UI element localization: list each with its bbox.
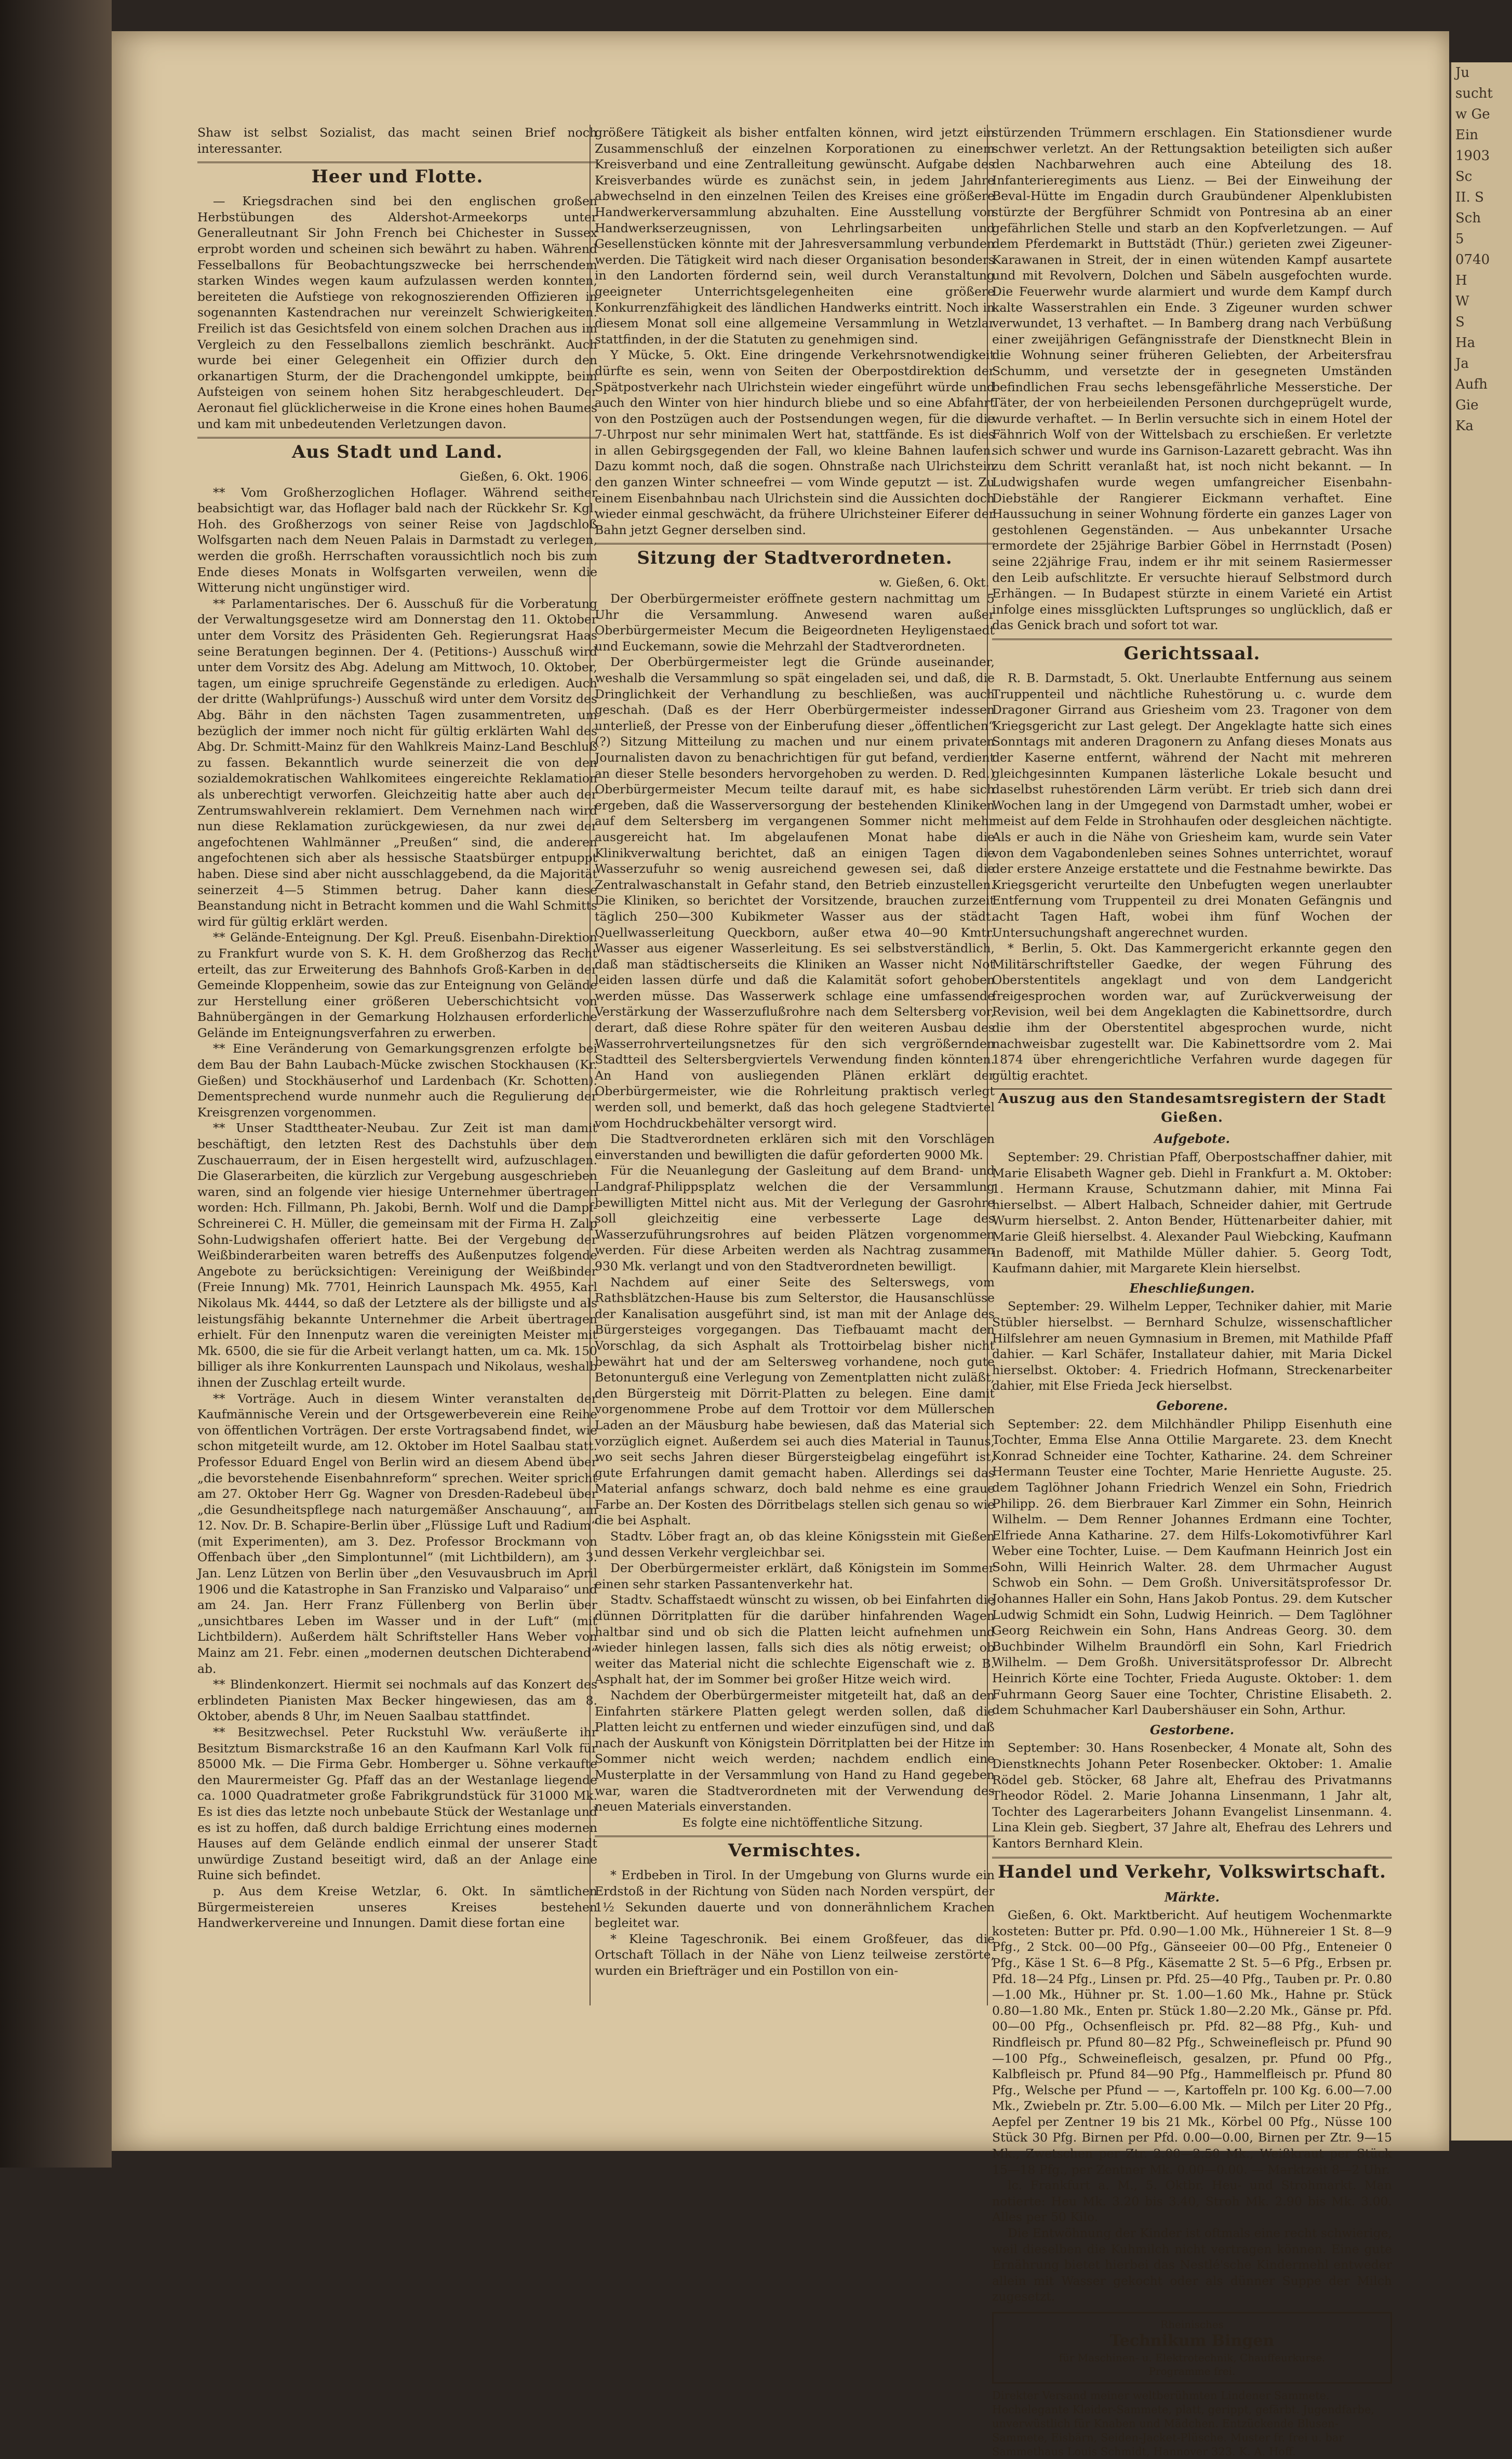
- section-heading-handel: Handel und Verkehr, Volkswirtschaft.: [992, 1857, 1392, 1885]
- fragment: Ju: [1455, 65, 1470, 81]
- article-paragraph: Die Stadtverordneten erklären sich mit den Vorschlägen einverstanden und bewilligten die dafür geforderten 9000 Mk.: [595, 1132, 995, 1162]
- register-paragraph: September: 30. Hans Rosenbecker, 4 Monate alt, Sohn des Dienstknechts Johann Peter Rosenbecker. Oktober: 1. Amalie Rödel geb. Stöcker, 68 Jahre alt, Ehefrau des Privatmanns Theodor Rödel. 2. Marie Johanna Linsenmann, 1 Jahr alt, Tochter des Lagerarbeiters Johann Evangelist Linsenmann. 4. Lina Klein geb. Siegbert, 37 Jahre alt, Ehefrau des Lehrers und Kantors Bernhard Klein.: [992, 1740, 1392, 1851]
- article-paragraph: Der Oberbürgermeister legt die Gründe auseinander, weshalb die Versammlung so spät eingeladen sei, und daß, die Dringlichkeit der Verhandlung zu beschließen, was auch geschah. (Daß es der Herr Oberbürgermeister indessen unterließ, der Presse von der Einberufung dieser „öffentlichen“ (?) Sitzung Mitteilung zu machen und nur einem privaten Journalisten davon zu benachrichtigen für gut befand, verdient an dieser Stelle besonders hervorgehoben zu werden. D. Red.) Oberbürgermeister Mecum teilte darauf mit, es habe sich ergeben, daß die Wasserversorgung der bestehenden Kliniken auf dem Seltersberg im vergangenen Sommer nicht mehr ausgereicht hat. Im abgelaufenen Monat habe die Klinikverwaltung berichtet, daß an einigen Tagen die Wasserzufuhr so wenig ausreichend gewesen sei, daß die Zentralwaschanstalt in Gefahr stand, den Betrieb einzustellen. Die Kliniken, so berichtet der Vorsitzende, brauchen zurzeit täglich 250—300 Kubikmeter Wasser aus der städt. Quellwasserleitung Queckborn, außer etwa 40—90 Kmtr. Wasser aus eigener Wasserleitung. Es sei selbstverständlich, daß man städtischerseits die Kliniken an Wasser nicht Not leiden lassen dürfe und daß die Kalamität sofort gehoben werden müsse. Das Wasserwerk schlage eine umfassende Verstärkung der Wasserzuflußrohre nach dem Seltersberg vor, derart, daß diese Rohre später für den weiteren Ausbau des Wasserrohrverteilungsnetzes für den sich vergrößernden Stadtteil des Seltersbergviertels Verwendung finden könnten. An Hand von ausliegenden Plänen erklärt der Oberbürgermeister, wie die Rohrleitung praktisch verlegt werden soll, und bemerkt, daß das hoch gelegene Stadtviertel vom Hochdruckbehälter versorgt wird.: [595, 655, 995, 1131]
- article-paragraph: p. Aus dem Kreise Wetzlar, 6. Okt. In sämtlichen Bürgermeistereien unseres Kreises bestehen Handwerkervereine und Innungen. Damit diese fortan eine: [197, 1883, 597, 1931]
- article-paragraph: Der Oberbürgermeister eröffnete gestern nachmittag um 5 Uhr die Versammlung. Anwesend waren außer Oberbürgermeister Mecum die Beigeordneten Heyligenstaedt und Euckemann, sowie die Mehrzahl der Stadtverordneten.: [595, 591, 995, 654]
- ad-line: für Maschinen- u. Elektrotechnik, Chauffeurkurse.: [1059, 2351, 1326, 2364]
- register-paragraph: September: 22. dem Milchhändler Philipp Eisenhuth eine Tochter, Emma Else Anna Ottilie Margarete. 23. dem Knecht Konrad Schneider eine Tochter, Katharine. 24. dem Schreiner Hermann Teuster eine Tochter, Marie Henriette Auguste. 25. dem Taglöhner Johann Friedrich Wenzel ein Sohn, Friedrich Philipp. 26. dem Bierbrauer Karl Zimmer ein Sohn, Heinrich Wilhelm. — Dem Renner Johannes Erdmann eine Tochter, Elfriede Anna Katharine. 27. dem Hilfs-Lokomotivführer Karl Weber eine Tochter, Luise. — Dem Kaufmann Heinrich Jost ein Sohn, Willi Heinrich Walter. 28. dem Uhrmacher August Schwob ein Sohn. — Dem Großh. Universitätsprofessor Dr. Johannes Haller ein Sohn, Hans Jakob Pontus. 29. dem Kutscher Ludwig Schmidt ein Sohn, Ludwig Heinrich. — Dem Taglöhner Georg Reichwein ein Sohn, Hans Andreas Georg. 30. dem Buchbinder Wilhelm Braundörfl ein Sohn, Karl Friedrich Wilhelm. — Dem Großh. Universitätsprofessor Dr. Albrecht Heinrich Körte eine Tochter, Frieda Auguste. Oktober: 1. dem Fuhrmann Georg Sauer eine Tochter, Christine Elisabeth. 2. dem Schuhmacher Karl Daubershäuser ein Sohn, Arthur.: [992, 1416, 1392, 1718]
- article-paragraph: Gießen, 6. Okt. Marktbericht. Auf heutigem Wochenmarkte kosteten: Butter pr. Pfd. 0.90—1.00 Mk., Hühnereier 1 St. 8—9 Pfg., 2 Stck. 00—00 Pfg., Gänseeier 00—00 Pfg., Enteneier 0 Pfg., Käse 1 St. 6—8 Pfg., Käsematte 2 St. 5—6 Pfg., Erbsen pr. Pfd. 18—24 Pfg., Linsen pr. Pfd. 25—40 Pfg., Tauben pr. Pr. 0.80—1.00 Mk., Hühner pr. St. 1.00—1.60 Mk., Hahne pr. Stück 0.80—1.80 Mk., Enten pr. Stück 1.80—2.20 Mk., Gänse pr. Pfd. 00—00 Pfg., Ochsenfleisch pr. Pfd. 82—88 Pfg., Kuh- und Rindfleisch pr. Pfund 80—82 Pfg., Schweinefleisch pr. Pfund 90—100 Pfg., Schweinefleisch, gesalzen, pr. Pfund 00 Pfg., Kalbfleisch pr. Pfund 84—90 Pfg., Hammelfleisch pr. Pfund 80 Pfg., Welsche per Pfund — —, Kartoffeln pr. 100 Kg. 6.00—7.00 Mk., Zwiebeln pr. Ztr. 5.00—6.00 Mk. — Milch per Liter 20 Pfg., Aepfel per Zentner 19 bis 21 Mk., Körbel 00 Pfg., Nüsse 100 Stück 30 Pfg. Birnen per Pfd. 0.00—0.00, Birnen per Ztr. 9—15 Mk., Zwetschen per Ztr. 2.00—2.50 Mk., Weißkraut per Stück 15—18 Pfg., per Zentner Mk. 0.00—0.00. — Marktzeit 8—2 Uhr.: [992, 1908, 1392, 2177]
- article-paragraph: * Erdbeben in Tirol. In der Umgebung von Glurns wurde ein Erdstoß in der Richtung von Süden nach Norden verspürt, der 1½ Sekunden dauerte und von donnerähnlichem Krachen begleitet war.: [595, 1868, 995, 1931]
- article-paragraph: stürzenden Trümmern erschlagen. Ein Stationsdiener wurde schwer verletzt. An der Rettungsaktion beteiligten sich außer den Nachbarwehren auch eine Abteilung des 18. Infanterieregiments aus Lienz. — Bei der Einweihung der Beval-Hütte im Engadin durch Graubündener Alpenklubisten stürzte der Bergführer Schmidt von Pontresina ab an einer gefährlichen Stelle und starb an den Kopfverletzungen. — Auf dem Pferdemarkt in Buttstädt (Thür.) gerieten zwei Zigeuner-Karawanen in Streit, der in einen wütenden Kampf ausartete und mit Revolvern, Dolchen und Säbeln ausgefochten wurde. Die Feuerwehr wurde alarmiert und wurde dem Kampf durch kalte Wasserstrahlen ein Ende. 3 Zigeuner wurden schwer verwundet, 13 verhaftet. — In Bamberg drang nach Verbüßung einer zweijährigen Gefängnisstrafe der Dienstknecht Blein in die Wohnung seiner früheren Geliebten, der Arbeitersfrau Schumm, und versetzte der in gesegneten Umständen befindlichen Frau sechs lebensgefährliche Messerstiche. Der Täter, der von herbeieilenden Personen durchgeprügelt wurde, wurde verhaftet. — In Berlin versuchte sich in einem Hotel der Fähnrich Wolf von der Wittelsbach zu erschießen. Er verletzte sich schwer und wurde ins Garnison-Lazarett gebracht. Was ihn zu dem Schritt veranlaßt hat, ist noch nicht bekannt. — In Ludwigshafen wurde wegen umfangreicher Eisenbahn-Diebstähle der Rangierer Eickmann verhaftet. Eine Haussuchung in seiner Wohnung förderte ein ganzes Lager von gestohlenen Gegenständen. — Aus unbekannter Ursache ermordete der 25jährige Barbier Göbel in Herrnstadt (Posen) seine 22jährige Frau, indem er ihr mit seinem Rasiermesser den Leib aufschlitzte. Er versuchte hierauf Selbstmord durch Erhängen. — In Budapest stürzte in einem Varieté ein Artist infolge eines missglückten Luftsprunges so unglücklich, daß er das Genick brach und sofort tot war.: [992, 125, 1392, 633]
- article-paragraph: * Kleine Tageschronik. Bei einem Großfeuer, das die Ortschaft Töllach in der Nähe von Lienz teilweise zerstörte, wurden ein Briefträger und ein Postillon von ein-: [595, 1931, 995, 1978]
- article-paragraph: lc. Frankfurt a. M., 5. Oktbr. Heu- und Strohmarkt. Man notierte: Heu Mk. 3.20 bis 3.40, Stroh Mk. 2.90 bis Mk. 3.00. Alles per 50 Kilo.: [992, 2178, 1392, 2225]
- fragment: Ein: [1455, 127, 1479, 143]
- subheading: Geborene.: [1156, 1398, 1228, 1413]
- fragment: Sc: [1455, 169, 1473, 184]
- intro-paragraph: Shaw ist selbst Sozialist, das macht seinen Brief noch interessanter.: [197, 125, 597, 156]
- fragment: 0740: [1455, 252, 1490, 268]
- article-paragraph: ** Vorträge. Auch in diesem Winter veranstalten der Kaufmännische Verein und der Ortsgewerbeverein eine Reihe von öffentlichen Vorträgen. Der erste Vortragsabend findet, wie schon mitgeteilt wurde, am 12. Oktober im Hotel Saalbau statt. Professor Eduard Engel von Berlin wird an diesem Abend über „die bevorstehende Eisenbahnreform“ sprechen. Weiter spricht am 27. Oktober Herr Gg. Wagner von Dresden-Radebeul über „die Gesundheitspflege nach naturgemäßer Anschauung“, am 12. Nov. Dr. B. Schapire-Berlin über „Flüssige Luft und Radium“ (mit Experimenten), am 3. Dez. Professor Brockmann von Offenbach über „den Simplontunnel“ (mit Lichtbildern), am 3. Jan. Lenz Lützen von Berlin über „den Vesuvausbruch im April 1906 und die Katastrophe in San Franzisko und Valparaiso“ und am 24. Jan. Herr Franz Füllenberg von Berlin über „unsichtbares Leben im Wasser und in der Luft“ (mit Lichtbildern). Außerdem hält Schriftsteller Hans Weber von Mainz am 21. Febr. einen „modernen deutschen Dichterabend“ ab.: [197, 1391, 597, 1676]
- dateline: Gießen, 6. Okt. 1906.: [460, 469, 592, 484]
- article-paragraph: ** Parlamentarisches. Der 6. Ausschuß für die Vorberatung der Verwaltungsgesetze wird am Donnerstag den 11. Oktober unter dem Vorsitz des Präsidenten Geh. Regierungsrat Haas seine Beratungen beginnen. Der 4. (Petitions-) Ausschuß wird unter dem Vorsitz des Abg. Adelung am Mittwoch, 10. Oktober, tagen, um einige spruchreife Gegenstände zu erledigen. Auch der dritte (Wahlprüfungs-) Ausschuß wird unter dem Vorsitz des Abg. Bähr in den nächsten Tagen zusammentreten, um bezüglich der immer noch nicht für gültig erklärten Wahl des Abg. Dr. Schmitt-Mainz für den Wahlkreis Mainz-Land Beschluß zu fassen. Bekanntlich wurde seinerzeit die von den sozialdemokratischen Wahlkomitees eingereichte Reklamation als unberechtigt verworfen. Gleichzeitig hatte aber auch der Zentrumswahlverein reklamiert. Dem Vernehmen nach wird nun diese Reklamation zurückgewiesen, da nur zwei der angefochtenen Wahlmänner „Preußen“ sind, die anderen angefochtenen sich aber als hessische Staatsbürger entpuppt haben. Diese sind aber nicht ausschlaggebend, da die Majorität seinerzeit 4—5 Stimmen betrug. Daher kann diese Beanstandung nicht in Betracht kommen und die Wahl Schmitts wird für gültig erklärt werden.: [197, 596, 597, 929]
- article-paragraph: * Berlin, 5. Okt. Das Kammergericht erkannte gegen den Militärschriftsteller Gaedke, der wegen Führung des Oberstentitels angeklagt und von dem Landgericht freigesprochen worden war, auf Zurückverweisung der Revision, weil bei dem Angeklagten die Kabinettsordre, durch die ihm der Oberstentitel abgesprochen wurde, nicht nachweisbar zugestellt war. Die Kabinettsordre vom 2. Mai 1874 über ehrengerichtliche Verfahren wurde dagegen für gültig erachtet.: [992, 941, 1392, 1083]
- fragment: Ka: [1455, 418, 1474, 434]
- article-paragraph: ** Unser Stadttheater-Neubau. Zur Zeit ist man damit beschäftigt, den letzten Rest des Dachstuhls über dem Zuschauerraum, der in Eisen hergestellt wird, aufzuschlagen. Die Glaserarbeiten, die kürzlich zur Vergebung ausgeschrieben waren, sind an folgende vier hiesige Unternehmer übertragen worden: Hch. Fillmann, Ph. Jakobi, Bernh. Wolf und die Dampf-Schreinerei C. H. Müller, die gemeinsam mit der Firma H. Zalp Sohn-Ludwigshafen offeriert hatte. Bei der Vergebung der Weißbinderarbeiten waren betreffs des Außenputzes folgende Angebote zu berücksichtigen: Vereinigung der Weißbinder (Freie Innung) Mk. 7701, Heinrich Launspach Mk. 4955, Karl Nikolaus Mk. 4444, so daß der Letztere als der billigste und als leistungsfähig bekannte Unternehmer die Arbeit übertragen erhielt. Für den Innenputz waren die vereinigten Meister mit Mk. 6500, die sie für die Arbeit verlangt hatten, um ca. Mk. 150 billiger als ihre Konkurrenten Launspach und Nikolaus, weshalb ihnen der Zuschlag erteilt wurde.: [197, 1121, 597, 1390]
- fragment: W: [1455, 294, 1469, 309]
- article-paragraph: ** Vom Großherzoglichen Hoflager. Während seither beabsichtigt war, das Hoflager bald nach der Rückkehr Sr. Kgl. Hoh. des Großherzogs von seiner Reise von Jagdschloß Wolfsgarten nach dem Neuen Palais in Darmstadt zu verlegen, werden die großh. Herrschaften voraussichtlich noch bis zum Ende dieses Monats in Wolfsgarten verweilen, wenn die Witterung nicht ungünstiger wird.: [197, 485, 597, 595]
- column-1: [197, 125, 597, 2099]
- article-paragraph: Es folgte eine nichtöffentliche Sitzung.: [682, 1815, 923, 1830]
- advertisement-technikum: [992, 2312, 1392, 2384]
- fragment: H: [1455, 273, 1467, 288]
- fragment: Sch: [1455, 210, 1481, 226]
- fragment: Ha: [1455, 335, 1476, 351]
- fragment: II. S: [1455, 190, 1484, 205]
- fragment: 1903: [1455, 148, 1490, 164]
- section-heading-stadt: Aus Stadt und Land.: [197, 437, 597, 466]
- fragment: 5: [1455, 231, 1464, 247]
- column-3: [992, 125, 1392, 2458]
- register-paragraph: September: 29. Wilhelm Lepper, Techniker dahier, mit Marie Stübler hierselbst. — Bernhard Schulze, wissenschaftlicher Hilfslehrer am neuen Gymnasium in Bremen, mit Mathilde Pfaff dahier. — Karl Schäfer, Installateur dahier, mit Maria Dickel hierselbst. Oktober: 4. Friedrich Hofmann, Streckenarbeiter dahier, mit Else Frieda Jeck hierselbst.: [992, 1299, 1392, 1393]
- article-paragraph: Stadtv. Löber fragt an, ob das kleine Königsstein mit Gießen und dessen Verkehr vergleichbar sei.: [595, 1529, 995, 1560]
- article-paragraph: größere Tätigkeit als bisher entfalten können, wird jetzt ein Zusammenschluß der einzelnen Korporationen zu einem Kreisverband und eine Zentralleitung gewünscht. Aufgabe des Kreisverbandes würde es zunächst sein, in jedem Jahre abwechselnd in den einzelnen Teilen des Kreises eine größere Handwerkerversammlung abzuhalten. Eine Ausstellung von Handwerkserzeugnissen, von Lehrlingsarbeiten und Gesellenstücken könnte mit der Jahresversammlung verbunden werden. Die Tätigkeit wird nach dieser Organisation besonders in den Landorten fördernd sein, weil durch Veranstaltung geeigneter Unterrichtsgelegenheiten eine größere Konkurrenzfähigkeit des ländlichen Handwerks eintritt. Noch in diesem Monat soll eine allgemeine Versammlung in Wetzlar stattfinden, in der die Statuten zu genehmigen sind.: [595, 125, 995, 347]
- subheading: Märkte.: [1164, 1889, 1220, 1905]
- subheading: Aufgebote.: [1154, 1131, 1230, 1147]
- dateline: w. Gießen, 6. Okt.: [879, 575, 989, 590]
- section-heading-sitzung: Sitzung der Stadtverordneten.: [595, 543, 995, 571]
- subheading: Gestorbene.: [1149, 1722, 1235, 1737]
- fragment: Ja: [1455, 356, 1469, 371]
- book-binding-edge: [0, 0, 112, 2168]
- section-heading-vermischtes: Vermischtes.: [595, 1836, 995, 1864]
- article-paragraph: ** Besitzwechsel. Peter Ruckstuhl Ww. veräußerte ihr Besitztum Bismarckstraße 16 an den Kaufmann Karl Volk für 85000 Mk. — Die Firma Gebr. Homberger u. Söhne verkaufte den Maurermeister Gg. Pfaff das an der Westanlage liegende ca. 1000 Quadratmeter große Fabrikgrundstück für 31000 Mk. Es ist dies das letzte noch unbebaute Stück der Westanlage und es ist zu hoffen, daß durch baldige Errichtung eines modernen Hauses auf dem Gelände endlich einmal der unserer Stadt unwürdige Zustand beseitigt wird, daß an der Anlage eine Ruine sich befindet.: [197, 1725, 597, 1883]
- fragment: Aufh: [1455, 377, 1488, 392]
- article-paragraph: Der Oberbürgermeister erklärt, daß Königstein im Sommer einen sehr starken Passantenverkehr hat.: [595, 1561, 995, 1591]
- article-paragraph: Stadtv. Schaffstaedt wünscht zu wissen, ob bei Einfahrten die dünnen Dörritplatten für die darüber hinfahrenden Wagen haltbar sind und ob sich die Platten leicht aufnehmen und wieder hinlegen lassen, falls sich dies als nötig erweist; ob weiter das Material nicht die schlechte Eigenschaft wie z. B. Asphalt hat, der im Sommer bei großer Hitze weich wird.: [595, 1592, 995, 1687]
- article-paragraph: Y Mücke, 5. Okt. Eine dringende Verkehrsnotwendigkeit dürfte es sein, wenn von Seiten der Oberpostdirektion der Spätpostverkehr nach Ulrichstein wieder eingeführt würde und auch den Winter von hier hindurch bliebe und so eine Abfahrt von den Postzügen auch der Postsendungen wegen, für die die 7-Uhrpost nur sehr minimalen Wert hat, stattfände. Es ist dies in allen Gebirgsgegenden der Fall, wo kleine Bahnen laufen. Dazu kommt noch, daß die sogen. Ohnstraße nach Ulrichstein den ganzen Winter schneefrei — vom Winde geputzt — ist. Zu einem Eisenbahnbau nach Ulrichstein sind die Aussichten doch wieder einmal geschwächt, da frühere Ulrichsteiner Eiferer der Bahn jetzt Gegner derselben sind.: [595, 348, 995, 537]
- article-paragraph: ** Eine Veränderung von Gemarkungsgrenzen erfolgte bei dem Bau der Bahn Laubach-Mücke zwischen Stockhausen (Kr. Gießen) und Stockhäuserhof und Lardenbach (Kr. Schotten). Dementsprechend wurde nunmehr auch die Regulierung der Kreisgrenzen vorgenommen.: [197, 1041, 597, 1120]
- column-2: [595, 125, 995, 2099]
- article-paragraph: Nachdem auf einer Seite des Selterswegs, vom Rathsblätzchen-Hause bis zum Selterstor, die Hausanschlüsse der Kanalisation ausgeführt sind, ist man mit der Anlage des Bürgersteiges vorgegangen. Das Tiefbauamt macht den Vorschlag, da sich Asphalt als Trottoirbelag bisher nicht bewährt hat und der am Seltersweg vorhandene, noch gute Betonunterguß eine Verlegung von Zementplatten nicht zuläßt, den Bürgersteig mit Dörrit-Platten zu belegen. Eine damit vorgenommene Probe auf dem Trottoir vor dem Müllerschen Laden an der Mäusburg habe bewiesen, daß das Material sich vorzüglich eignet. Außerdem sei auch dies Material in Taunus, wo seit sechs Jahren dieser Bürgersteigbelag eingeführt ist, gute Erfahrungen damit gemacht haben. Allerdings sei das Material anfangs schwarz, doch bald nehme es eine graue Farbe an. Der Kosten des Dörritbelags stellen sich genau so wie die bei Asphalt.: [595, 1274, 995, 1528]
- section-heading-heer: Heer und Flotte.: [197, 162, 597, 190]
- fragment: Gie: [1455, 397, 1479, 413]
- ad-title: Technikum Bingen: [1109, 2332, 1275, 2350]
- subheading: Eheschließungen.: [1129, 1280, 1255, 1296]
- fragment: w Ge: [1455, 107, 1490, 122]
- fragment: sucht: [1455, 86, 1493, 101]
- article-paragraph: Nachdem der Oberbürgermeister mitgeteilt hat, daß an den Einfahrten stärkere Platten gelegt werden sollen, daß die Platten leicht zu entfernen und wieder einzufügen sind, und daß nach der Auskunft von Königstein Dörritplatten bei der Hitze im Sommer nicht weich werden; nachdem endlich eine Musterplatte in der Versammlung von Hand zu Hand gegeben war, waren die Stadtverordneten mit der Verwendung des neuen Materials einverstanden.: [595, 1688, 995, 1814]
- article-paragraph: R. B. Darmstadt, 5. Okt. Unerlaubte Entfernung aus seinem Truppenteil und nächtliche Ruhestörung u. c. wurde dem Dragoner Girrand aus Griesheim vom 23. Tragoner von dem Kriegsgericht zur Last gelegt. Der Angeklagte hatte sich eines Sonntags mit anderen Dragonern zu Anfang dieses Monats aus der Kaserne entfernt, während der Nacht mit mehreren gleichgesinnten Kumpanen lästerliche Lokale besucht und daselbst ruhestörenden Lärm verübt. Er trieb sich dann drei Wochen lang in der Umgegend von Darmstadt umher, wobei er meist auf dem Felde in Strohhaufen oder desgleichen nächtigte. Als er auch in die Nähe von Griesheim kam, wurde sein Vater von dem Vagabondenleben seines Sohnes unterrichtet, worauf der erstere Anzeige erstattete und die Festnahme bewirkte. Das Kriegsgericht verurteilte den Unbefugten wegen unerlaubter Entfernung vom Truppenteil zu drei Monaten Gefängnis und acht Tagen Haft, wobei ihm fünf Wochen der Untersuchungshaft angerechnet wurden.: [992, 671, 1392, 940]
- article-paragraph: — Kriegsdrachen sind bei den englischen großen Herbstübungen des Aldershot-Armeekorps unter Generalleutnant Sir John French bei Chichester in Sussex erprobt worden und scheinen sich bewährt zu haben. Während Fesselballons für Beobachtungszwecke bei herrschendem starken Windes wegen kaum aufzulassen werden konnten, bereiteten die Aufstiege von rekognoszierenden Offizieren in sogenannten Kastendrachen nur vereinzelt Schwierigkeiten. Freilich ist das Gesichtsfeld von einem solchen Drachen aus im Vergleich zu den Fesselballons ziemlich beschränkt. Auch wurde bei einer Gelegenheit ein Offizier durch den orkanartigen Sturm, der die Drachengondel umkippte, beim Aufsteigen von seinem hohen Sitz herabgeschleudert. Der Aeronaut fiel glücklicherweise in die Krone eines hohen Baumes und kam mit unbedeutenden Verletzungen davon.: [197, 194, 597, 431]
- register-paragraph: September: 29. Christian Pfaff, Oberpostschaffner dahier, mit Marie Elisabeth Wagner geb. Diehl in Frankfurt a. M. Oktober: 1. Hermann Krause, Schutzmann dahier, mit Minna Fai hierselbst. — Albert Halbach, Schneider dahier, mit Gertrude Wurm hierselbst. 2. Anton Bender, Hüttenarbeiter dahier, mit Marie Gleiß hierselbst. 4. Alexander Paul Wiebcking, Kaufmann in Badenoff, mit Mathilde Müller dahier. 5. Georg Todt, Kaufmann dahier, mit Margarete Klein hierselbst.: [992, 1150, 1392, 1276]
- section-heading-gericht: Gerichtssaal.: [992, 639, 1392, 667]
- article-paragraph: ** Gelände-Enteignung. Der Kgl. Preuß. Eisenbahn-Direktion zu Frankfurt wurde von S. K. H. dem Großherzog das Recht erteilt, das zur Erweiterung des Bahnhofs Groß-Karben in der Gemeinde Kloppenheim, sowie das zur Enteignung von Gelände zur Herstellung einer größeren Ueberschichtsicht von Bahnübergängen in der Gemarkung Holzhausen erforderliche Gelände im Enteignungsverfahren zu erwerben.: [197, 930, 597, 1040]
- ad-line: Rheinisches: [1160, 2318, 1224, 2331]
- article-paragraph: Die Entwöhnung der Kinder ist oftmals eine recht schwierige, weil dieselben die Kuhmilch nicht vertragen können. Eine gute Ernährung bietet hierbei das Nestlé'sche Kindermehl entweder allein mit Wasser gekocht oder als dünner Suppe der Milch zugesetzt.: [992, 2226, 1392, 2304]
- ad-line: Programme frei.: [1148, 2365, 1236, 2377]
- section-heading-standesamt: Auszug aus den Standesamtsregistern der Stadt Gießen.: [992, 1088, 1392, 1127]
- adjacent-page-edge: [1449, 62, 1512, 2141]
- article-paragraph: ** Blindenkonzert. Hiermit sei nochmals auf das Konzert des erblindeten Pianisten Max Becker hingewiesen, das am 8. Oktober, abends 8 Uhr, im Neuen Saalbau stattfindet.: [197, 1677, 597, 1724]
- advertisement-sammet: Direkter Versand meiner weltberühmten Lindener Sammete. Hochelegante Kleider-Sammete, platt, gerippt, gefärbt. Jugendfarbe, unverwüstlich für Knaben und Mädchen. Entzückende Blusen-Sammete, Eisbärn, Seiden-Jacket-Plüsche. Muster fr. frei u. bar Sammethaus Louis Schmidt, Hannover 323. K. A. Hoff.: [992, 2389, 1375, 2458]
- article-paragraph: Für die Neuanlegung der Gasleitung auf dem Brand- und Landgraf-Philippsplatz welchen die der Versammlung bewilligten Mittel nicht aus. Mit der Verlegung der Gasrohre soll gleichzeitig eine verbesserte Lage des Wasserzuführungsrohres auf beiden Plätzen vorgenommen werden. Für diese Arbeiten werden als Nachtrag zusammen 930 Mk. verlangt und von den Stadtverordneten bewilligt.: [595, 1163, 995, 1273]
- fragment: S: [1455, 314, 1465, 330]
